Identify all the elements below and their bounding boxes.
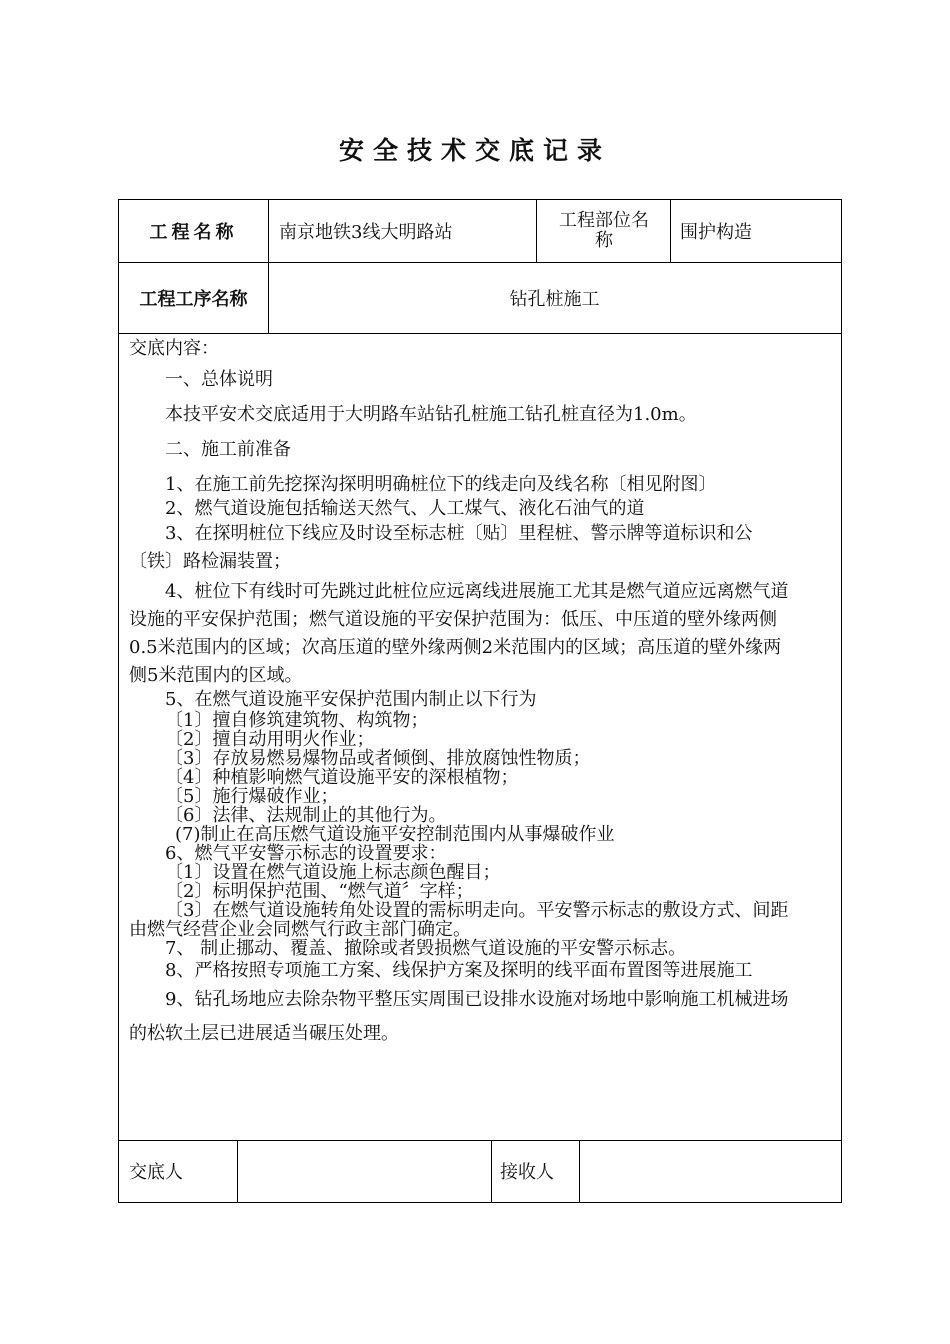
content-line: 〔1〕擅自修筑建筑物、构筑物； <box>165 710 429 731</box>
content-line: 0.5米范围内的区域；次高压道的壁外缘两侧2米范围内的区域；高压道的壁外缘两 <box>129 637 782 658</box>
content-line: 由燃气经营企业会同燃气行政主部门确定。 <box>129 919 471 940</box>
content-line: (7)制止在高压燃气道设施平安控制范围内从事爆破作业 <box>175 824 615 845</box>
content-line: 交底内容： <box>129 338 219 359</box>
content-line: 〔3〕存放易燃易爆物品或者倾倒、排放腐蚀性物质； <box>165 748 591 769</box>
part-label: 工程部位名称 <box>559 210 649 251</box>
col-divider <box>237 1140 238 1202</box>
receiver-label: 接收人 <box>500 1162 554 1183</box>
content-line: 〔6〕法律、法规制止的其他行为。 <box>165 805 447 826</box>
content-line: 一、总体说明 <box>165 369 273 390</box>
content-line: 5、在燃气道设施平安保护范围内制止以下行为 <box>165 689 537 710</box>
content-line: 〔2〕擅自动用明火作业； <box>165 729 375 750</box>
content-line: 6、燃气平安警示标志的设置要求： <box>165 843 447 864</box>
process-value: 钻孔桩施工 <box>509 288 600 310</box>
col-divider <box>491 1140 492 1202</box>
content-line: 设施的平安保护范围；燃气道设施的平安保护范围为：低压、中压道的壁外缘两侧 <box>129 609 777 630</box>
discloser-label: 交底人 <box>129 1162 183 1183</box>
col-divider <box>579 1140 580 1202</box>
content-line: 二、施工前准备 <box>165 439 291 460</box>
project-name-label: 工程名称 <box>149 222 238 243</box>
content-line: 7、 制止挪动、覆盖、撤除或者毁损燃气道设施的平安警示标志。 <box>165 938 687 959</box>
content-line: 〔1〕设置在燃气道设施上标志颜色醒目； <box>165 862 501 883</box>
row-divider <box>119 333 841 334</box>
process-label: 工程工序名称 <box>139 288 248 310</box>
receiver-signature-field[interactable] <box>589 1140 834 1202</box>
content-line: 2、燃气道设施包括输送天然气、人工煤气、液化石油气的道 <box>165 498 645 519</box>
content-line: 〔5〕施行爆破作业； <box>165 786 339 807</box>
content-line: 4、桩位下有线时可先跳过此桩位应远离线进展施工尤其是燃气道应远离燃气道 <box>165 581 789 602</box>
project-name-value: 南京地铁3线大明路站 <box>279 222 453 243</box>
content-line: 1、在施工前先挖探沟探明明确桩位下的线走向及线名称〔相见附图〕 <box>165 474 717 495</box>
col-divider <box>536 200 537 262</box>
col-divider <box>670 200 671 262</box>
content-line: 〔2〕标明保护范围、“燃气道〞字样； <box>165 881 474 902</box>
content-line: 〔4〕种植影响燃气道设施平安的深根植物； <box>165 767 519 788</box>
content-line: 本技平安术交底适用于大明路车站钻孔桩施工钻孔桩直径为1.0m。 <box>165 404 697 425</box>
content-line: 〔铁〕路检漏装置； <box>129 551 291 572</box>
content-line: 的松软土层已进展适当碾压处理。 <box>129 1023 399 1044</box>
content-line: 9、钻孔场地应去除杂物平整压实周围已设排水设施对场地中影响施工机械进场 <box>165 989 789 1010</box>
page-title: 安全技术交底记录 <box>338 136 611 165</box>
record-table <box>118 199 842 1203</box>
content-line: 〔3〕在燃气道设施转角处设置的需标明走向。平安警示标志的敷设方式、间距 <box>165 900 789 921</box>
content-line: 8、严格按照专项施工方案、线保护方案及探明的线平面布置图等进展施工 <box>165 960 753 981</box>
content-line: 侧5米范围内的区域。 <box>129 665 303 686</box>
content-line: 3、在探明桩位下线应及时设至标志桩〔贴〕里程桩、警示牌等道标识和公 <box>165 523 753 544</box>
part-value: 围护构造 <box>680 222 752 243</box>
discloser-signature-field[interactable] <box>247 1140 487 1202</box>
